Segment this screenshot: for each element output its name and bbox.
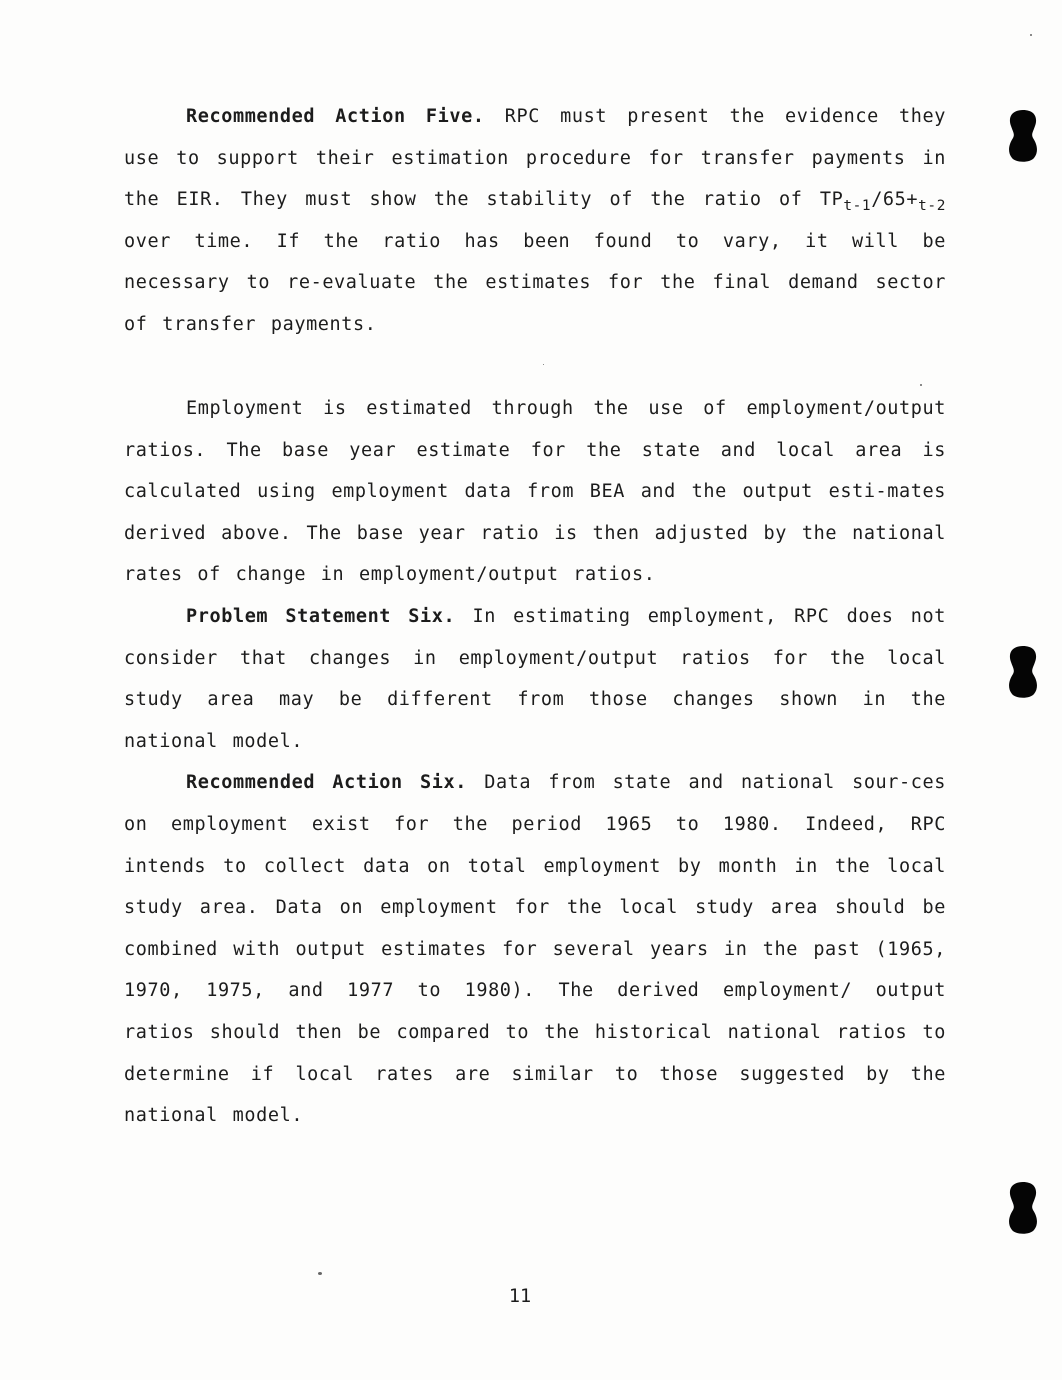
text-block-top — [124, 96, 946, 346]
scan-speck — [1030, 34, 1032, 36]
scan-speck — [920, 384, 922, 386]
paragraph-text: over time. If the ratio has been found to vary, it will be necessary to re-evaluate the estimates for the final demand sector of transfer payments. — [124, 230, 946, 335]
ratio-formula: $TP_{t-1}/65+_{t-2}$ — [819, 189, 946, 215]
recommended-action-five-heading: Recommended Action Five. — [186, 106, 485, 127]
paragraph-text: In estimating employment, RPC does not consider that changes in employment/output ratios for the local study area may be different from those changes shown in the national model. — [124, 605, 946, 752]
scan-speck — [318, 1272, 322, 1275]
paragraph-text: RPC must present the evidence they use to support their estimation procedure for transfer payments in the EIR. They must show the stability of the ratio of — [124, 106, 946, 211]
paragraph-text: Data from state and national sour-ces on employment exist for the period 1965 to 1980. Indeed, RPC intends to collect data on total employment by month in the local study area. Data on employment for the local study area should be combined with output estimates for several years in the past (1965, 1970, 1975, and 1977 to 1980). The derived employment/ output ratios should then be compared to the historical national ratios to determine if local rates are similar to those suggested by the national model. — [124, 772, 946, 1127]
page-number: 11 — [508, 1286, 532, 1307]
text-block-main — [124, 388, 946, 1137]
paragraph-problem-statement-six — [124, 596, 946, 762]
recommended-action-six-heading: Recommended Action Six. — [186, 772, 467, 794]
paragraph-text: Employment is estimated through the use of employment/output ratios. The base year estimate for the state and local area is calculated using employment data from BEA and the output esti-mates derived above. The base year ratio is then adjusted by the national rates of change in employment/output ratios. — [124, 398, 946, 586]
paragraph-employment-estimation — [124, 388, 946, 596]
binding-hole-icon — [1006, 108, 1040, 164]
paragraph-recommended-action-six — [124, 762, 946, 1136]
problem-statement-six-heading: Problem Statement Six. — [186, 605, 456, 627]
binding-hole-icon — [1006, 644, 1040, 700]
scan-speck — [543, 364, 544, 365]
binding-hole-icon — [1006, 1180, 1040, 1236]
paragraph-recommended-action-five — [124, 96, 946, 346]
